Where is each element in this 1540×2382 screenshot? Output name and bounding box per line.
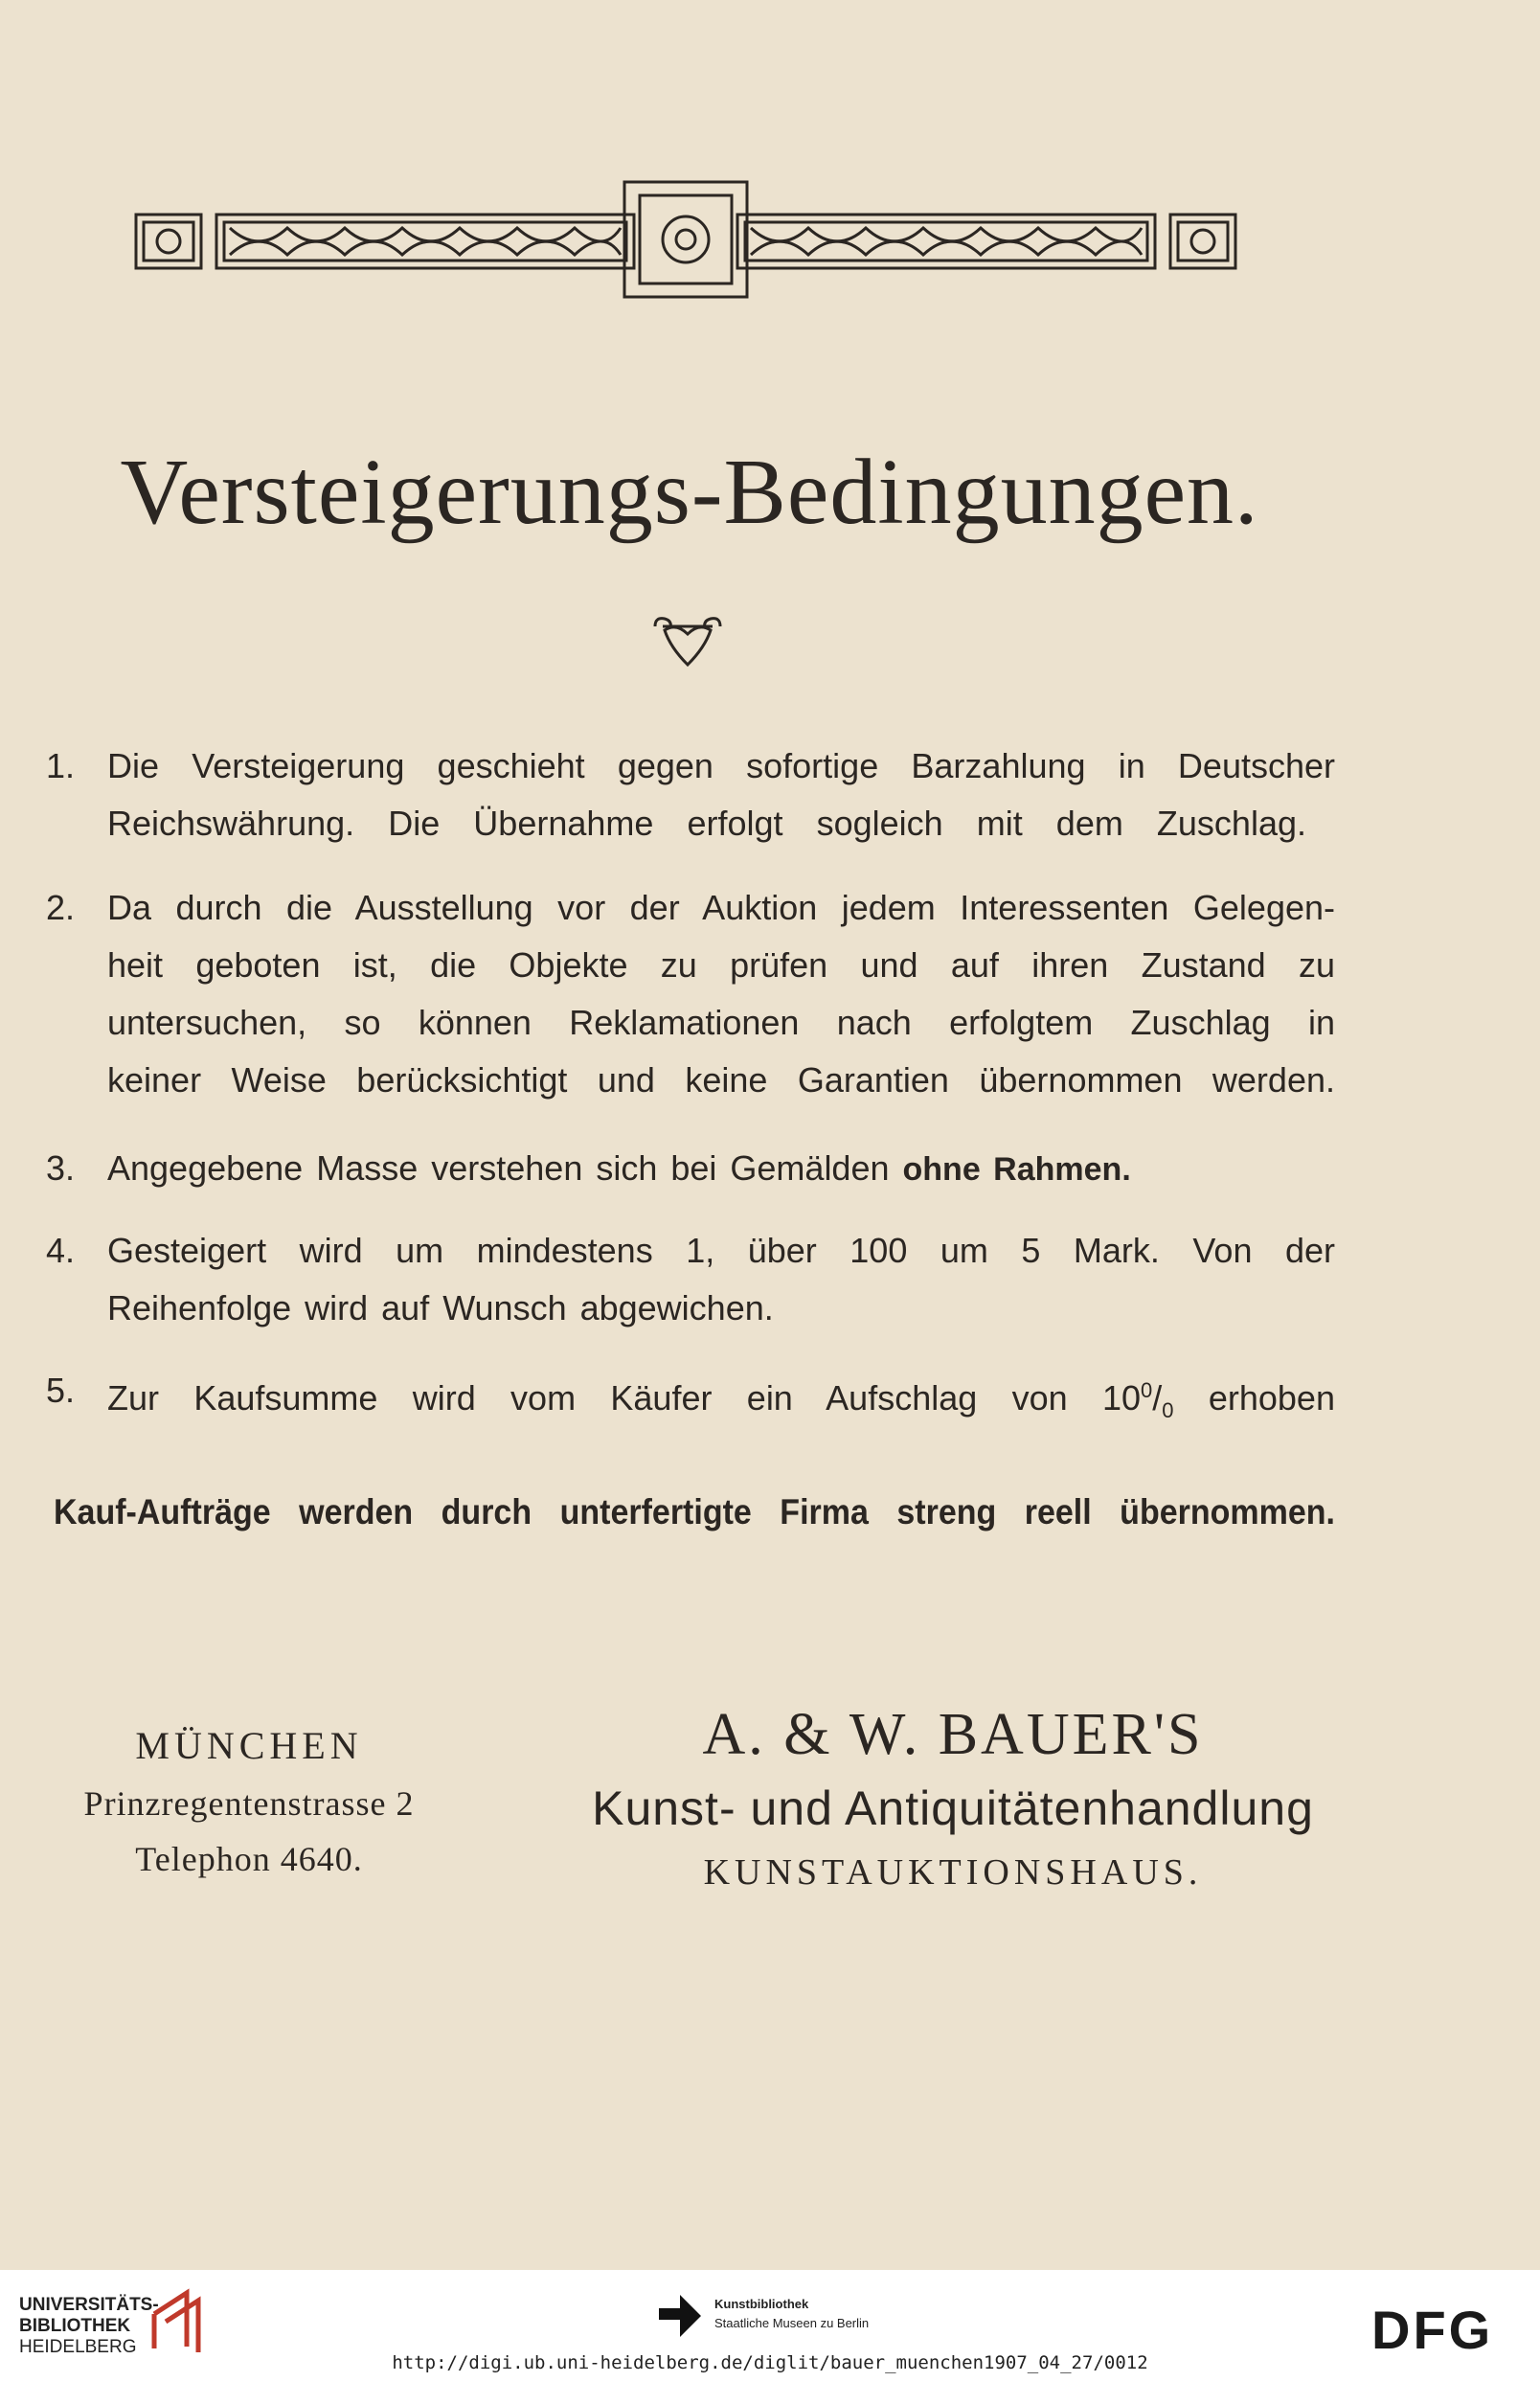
library-mark-icon	[148, 2285, 206, 2354]
condition-3	[46, 1140, 1335, 1197]
condition-number: 1.	[46, 746, 76, 785]
orders-note: Kauf-Aufträge werden durch unterfertigte Firma streng reell übernommen.	[54, 1492, 1335, 1532]
page-title: Versteigerungs-Bedingungen.	[120, 441, 1259, 544]
condition-number: 2.	[46, 888, 76, 927]
kunstbibliothek-mark-icon	[655, 2291, 705, 2341]
condition-line: Reichswährung. Die Übernahme erfolgt sogleich mit dem Zuschlag.	[107, 804, 1306, 843]
condition-line-end: erhoben	[1208, 1378, 1335, 1418]
address-phone: Telephon 4640.	[135, 1840, 363, 1878]
decorative-border-ornament	[134, 180, 1237, 299]
library-line-1: UNIVERSITÄTS-	[19, 2295, 159, 2315]
condition-line: keiner Weise berücksichtigt und keine Garantien übernommen werden.	[107, 1060, 1335, 1100]
condition-text	[107, 879, 1335, 1109]
condition-number: 4.	[46, 1231, 76, 1270]
firm-business: Kunst- und Antiquitätenhandlung	[592, 1781, 1314, 1835]
condition-line: Da durch die Ausstellung vor der Auktion jedem Interessenten Gelegen-	[107, 888, 1335, 927]
address-city: MÜNCHEN	[135, 1724, 363, 1767]
kb-line-1: Kunstbibliothek	[714, 2297, 809, 2311]
address-block	[38, 1716, 460, 1887]
condition-line: Reihenfolge wird auf Wunsch abgewichen.	[107, 1288, 774, 1327]
kb-line-2: Staatliche Museen zu Berlin	[714, 2316, 870, 2330]
firm-house: KUNSTAUKTIONSHAUS.	[703, 1852, 1203, 1893]
library-line-3: HEIDELBERG	[19, 2337, 137, 2357]
dfg-logo: DFG	[1371, 2300, 1494, 2360]
condition-text	[107, 1222, 1335, 1337]
digitization-footer	[0, 2270, 1540, 2382]
condition-2	[46, 879, 1335, 1109]
condition-line: Angegebene Masse verstehen sich bei Gemälden	[107, 1148, 890, 1188]
address-street: Prinzregentenstrasse 2	[83, 1784, 415, 1823]
firm-block	[546, 1695, 1360, 1902]
condition-line: untersuchen, so können Reklamationen nach erfolgtem Zuschlag in	[107, 1003, 1335, 1042]
condition-1	[46, 737, 1335, 852]
condition-line: Zur Kaufsumme wird vom Käufer ein Aufschlag von 10	[107, 1378, 1142, 1418]
heidelberg-library-logo	[19, 2295, 159, 2358]
library-line-2: BIBLIOTHEK	[19, 2316, 131, 2336]
condition-line: Die Versteigerung geschieht gegen sofortige Barzahlung in Deutscher	[107, 746, 1335, 785]
percent-slash: /	[1152, 1378, 1163, 1418]
condition-number: 3.	[46, 1148, 76, 1188]
permalink-url[interactable]: http://digi.ub.uni-heidelberg.de/diglit/bauer_muenchen1907_04_27/0012	[392, 2352, 1148, 2373]
condition-4	[46, 1222, 1335, 1337]
condition-text	[107, 1362, 1335, 1440]
condition-number: 5.	[46, 1371, 76, 1410]
condition-emphasis: ohne Rahmen.	[902, 1151, 1131, 1188]
condition-5	[46, 1362, 1335, 1423]
percent-sup: 0	[1141, 1378, 1153, 1402]
kunstbibliothek-logo	[655, 2291, 870, 2345]
firm-name: A. & W. BAUER'S	[702, 1702, 1204, 1767]
condition-line: heit geboten ist, die Objekte zu prüfen und auf ihren Zustand zu	[107, 945, 1335, 985]
percent-sub: 0	[1162, 1398, 1174, 1423]
condition-text	[107, 1140, 1335, 1198]
condition-line: Gesteigert wird um mindestens 1, über 100 um 5 Mark. Von der	[107, 1231, 1335, 1270]
heart-ornament-icon	[651, 613, 724, 669]
condition-text	[107, 737, 1335, 852]
